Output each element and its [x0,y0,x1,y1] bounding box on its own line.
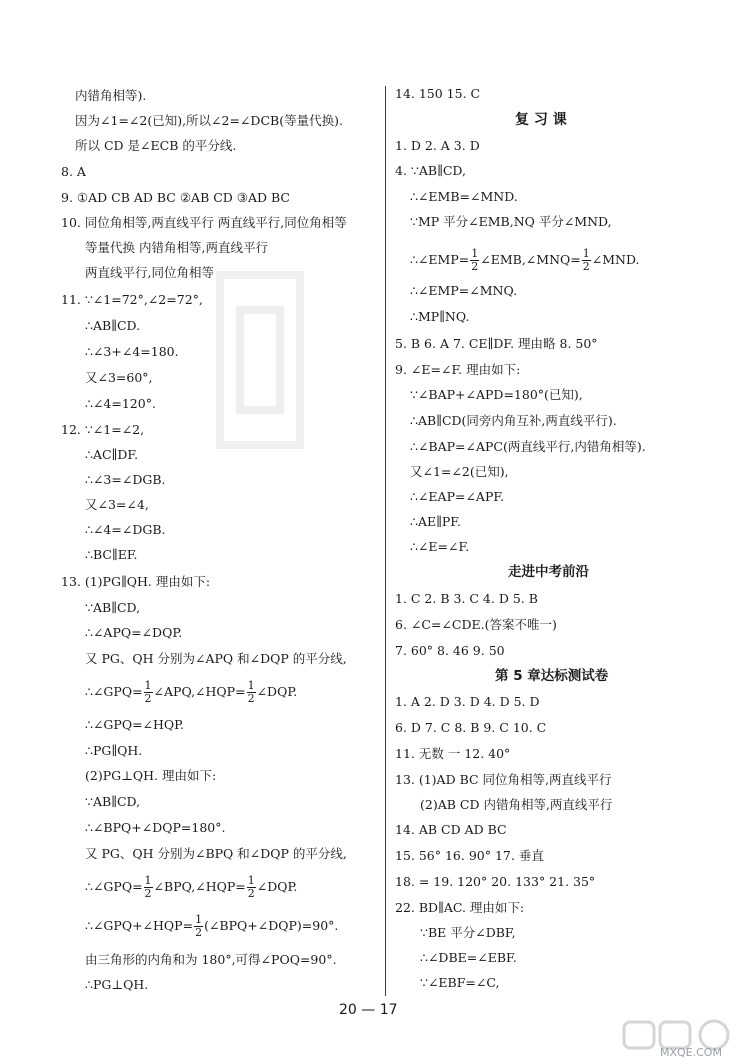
text-line: 6. ∠C=∠CDE.(答案不唯一) [395,617,557,632]
text-line: 13. (1)PG∥QH. 理由如下: [61,574,211,589]
text-line: 又 PG、QH 分别为∠APQ 和∠DQP 的平分线, [85,651,347,666]
text-line: 又∠3=60°, [85,370,153,385]
text-line: ∴∠EMP=∠MNQ. [410,283,518,298]
column-divider [385,86,386,996]
text-line: ∴∠EMB=∠MND. [410,189,518,204]
text-line: ∴∠DBE=∠EBF. [420,950,517,965]
fraction: $\frac{1}{2}$ [195,913,203,939]
text-line: 13. (1)AD BC 同位角相等,两直线平行 [395,772,612,787]
text-line: 所以 CD 是∠ECB 的平分线. [75,138,237,153]
fraction: $\frac{1}{2}$ [144,874,152,900]
text-line: 两直线平行,同位角相等 [85,265,214,280]
text-line: 12. ∵∠1=∠2, [61,422,145,437]
text-line: ∴∠BPQ+∠DQP=180°. [85,820,226,835]
text-line: 11. ∵∠1=72°,∠2=72°, [61,292,203,307]
formula-line: ∴∠EMP= $\frac{1}{2}$ ∠EMB,∠MNQ= $\frac{1}{2}$ ∠MND. [410,247,640,273]
text-line: ∴PG∥QH. [85,743,143,758]
text-line: ∴∠4=∠DGB. [85,522,166,537]
text-line: 11. 无数 一 12. 40° [395,746,511,761]
text-line: ∴∠3=∠DGB. [85,472,166,487]
text-line: (2)PG⊥QH. 理由如下: [85,768,217,783]
text-line: ∴AB∥CD(同旁内角互补,两直线平行). [410,413,617,428]
background-stamp [215,270,305,450]
text-line: ∴∠3+∠4=180. [85,344,179,359]
text-line: 因为∠1=∠2(已知),所以∠2=∠DCB(等量代换). [75,113,343,128]
text-line: ∵BE 平分∠DBF, [420,925,516,940]
fraction: $\frac{1}{2}$ [247,874,255,900]
text-line: ∴PG⊥QH. [85,977,149,992]
section-heading: 走进中考前沿 [508,564,589,580]
fraction: $\frac{1}{2}$ [247,679,255,705]
text-line: 由三角形的内角和为 180°,可得∠POQ=90°. [85,952,337,967]
text-line: ∴BC∥EF. [85,547,138,562]
text-line: ∴∠BAP=∠APC(两直线平行,内错角相等). [410,439,646,454]
text-line: ∵AB∥CD, [85,600,141,615]
text-line: ∴∠4=120°. [85,396,156,411]
fraction: $\frac{1}{2}$ [582,247,590,273]
section-heading: 复 习 课 [515,112,567,128]
text-line: ∵∠BAP+∠APD=180°(已知), [410,387,583,402]
text-line: 22. BD∥AC. 理由如下: [395,900,525,915]
text-line: 15. 56° 16. 90° 17. 垂直 [395,848,544,863]
text-line: (2)AB CD 内错角相等,两直线平行 [420,797,613,812]
text-line: 5. B 6. A 7. CE∥DF. 理由略 8. 50° [395,336,598,351]
text-line: ∴∠E=∠F. [410,539,470,554]
text-line: ∵AB∥CD, [85,794,141,809]
text-line: 1. D 2. A 3. D [395,138,480,153]
text-line: 14. 150 15. C [395,86,481,101]
text-line: 18. = 19. 120° 20. 133° 21. 35° [395,874,596,889]
text-line: 又∠1=∠2(已知), [410,464,509,479]
watermark-text: MXQE.COM [660,1046,722,1059]
text-line: 14. AB CD AD BC [395,822,507,837]
formula-line: ∴∠GPQ= $\frac{1}{2}$ ∠BPQ,∠HQP= $\frac{1}{2}$ ∠DQP. [85,874,298,900]
text-line: 8. A [61,164,86,179]
text-line: 4. ∵AB∥CD, [395,163,466,178]
text-line: ∵∠EBF=∠C, [420,975,500,990]
text-line: ∴MP∥NQ. [410,309,470,324]
text-line: 9. ∠E=∠F. 理由如下: [395,362,521,377]
fraction: $\frac{1}{2}$ [471,247,479,273]
text-line: 7. 60° 8. 46 9. 50 [395,643,505,658]
text-line: 内错角相等). [75,88,147,103]
text-line: ∴AC∥DF. [85,447,139,462]
text-line: 6. D 7. C 8. B 9. C 10. C [395,720,547,735]
text-line: 又∠3=∠4, [85,497,149,512]
formula-line: ∴∠GPQ+∠HQP= $\frac{1}{2}$ (∠BPQ+∠DQP)=90°. [85,913,339,939]
text-line: 等量代换 内错角相等,两直线平行 [85,240,268,255]
text-line: 1. A 2. D 3. D 4. D 5. D [395,694,540,709]
page-number: 20 — 17 [339,1002,398,1018]
text-line: ∴AE∥PF. [410,514,461,529]
fraction: $\frac{1}{2}$ [144,679,152,705]
formula-line: ∴∠GPQ= $\frac{1}{2}$ ∠APQ,∠HQP= $\frac{1}{2}$ ∠DQP. [85,679,298,705]
text-line: 又 PG、QH 分别为∠BPQ 和∠DQP 的平分线, [85,846,347,861]
text-line: ∴∠EAP=∠APF. [410,489,505,504]
text-line: 9. ①AD CB AD BC ②AB CD ③AD BC [61,190,290,205]
text-line: 1. C 2. B 3. C 4. D 5. B [395,591,538,606]
section-heading: 第 5 章达标测试卷 [495,668,609,684]
text-line: ∴∠APQ=∠DQP. [85,625,183,640]
text-line: ∴∠GPQ=∠HQP. [85,717,185,732]
text-line: 10. 同位角相等,两直线平行 两直线平行,同位角相等 [61,215,347,230]
text-line: ∴AB∥CD. [85,318,141,333]
text-line: ∵MP 平分∠EMB,NQ 平分∠MND, [410,214,612,229]
